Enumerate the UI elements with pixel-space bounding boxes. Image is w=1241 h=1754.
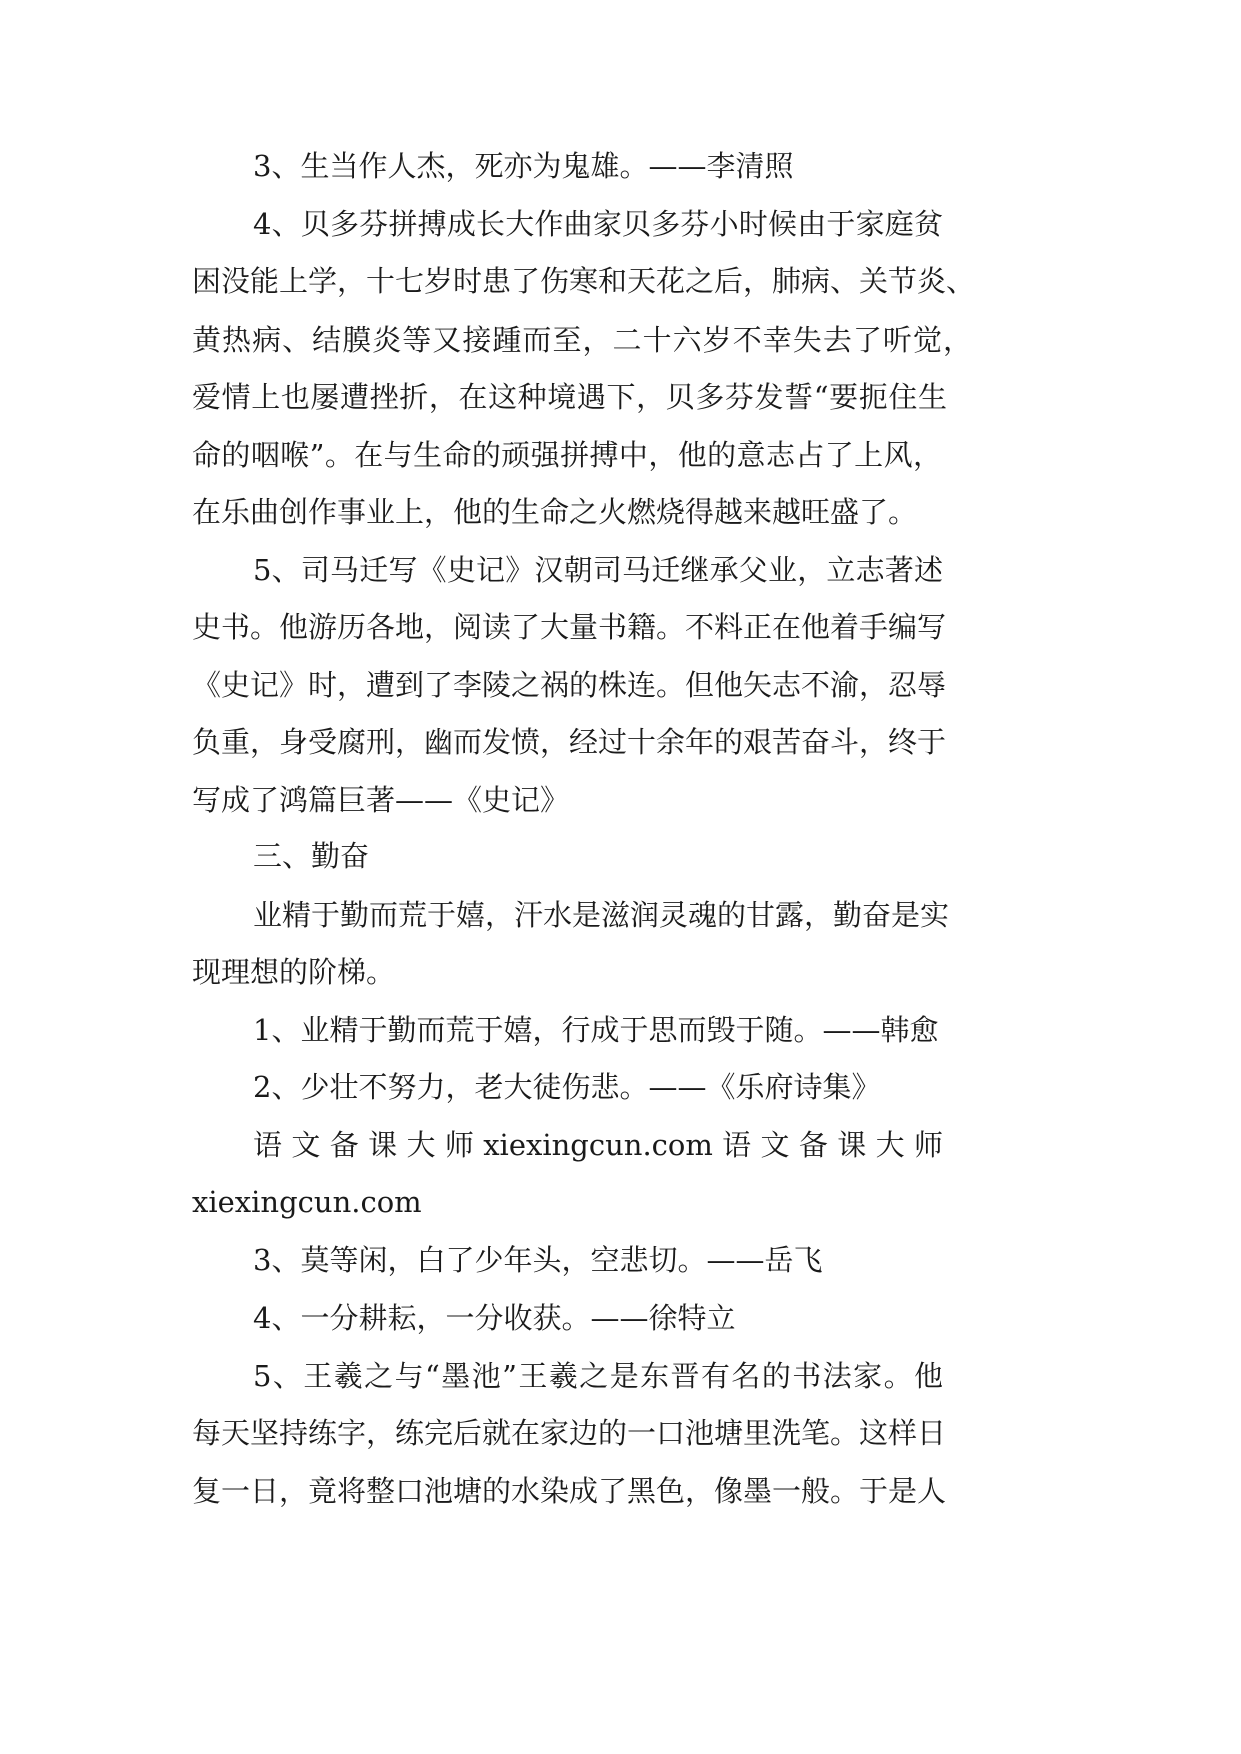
text-line: 现理想的阶梯。 (192, 955, 396, 989)
text-line: 4、贝多芬拼搏成长大作曲家贝多芬小时候由于家庭贫 (253, 207, 943, 241)
text-line: 业精于勤而荒于嬉，汗水是滋润灵魂的甘露，勤奋是实 (253, 898, 950, 932)
text-line: 3、生当作人杰，死亦为鬼雄。——李清照 (253, 149, 794, 183)
text-line: 在乐曲创作事业上，他的生命之火燃烧得越来越旺盛了。 (192, 495, 918, 529)
text-line: 写成了鸿篇巨著——《史记》 (192, 783, 570, 817)
text-line: 爱情上也屡遭挫折，在这种境遇下，贝多芬发誓“要扼住生 (192, 380, 947, 414)
text-line: 1、业精于勤而荒于嬉，行成于思而毁于随。——韩愈 (253, 1013, 939, 1047)
watermark-text-line: xiexingcun.com (192, 1185, 422, 1219)
text-line: 复一日，竟将整口池塘的水染成了黑色，像墨一般。于是人 (192, 1474, 947, 1508)
text-line: 每天坚持练字，练完后就在家边的一口池塘里洗笔。这样日 (192, 1416, 947, 1450)
watermark-text-line: 语 文 备 课 大 师 xiexingcun.com 语 文 备 课 大 师 (253, 1128, 943, 1162)
section-heading: 三、勤奋 (253, 839, 370, 873)
text-line: 2、少壮不努力，老大徒伤悲。——《乐府诗集》 (253, 1070, 881, 1104)
text-line: 4、一分耕耘，一分收获。——徐特立 (253, 1301, 736, 1335)
text-line: 黄热病、结膜炎等又接踵而至，二十六岁不幸失去了听觉， (192, 323, 972, 357)
text-line: 困没能上学，十七岁时患了伤寒和天花之后，肺病、关节炎、 (192, 264, 976, 298)
text-line: 命的咽喉”。在与生命的顽强拼搏中，他的意志占了上风， (192, 438, 942, 472)
text-line: 《史记》时，遭到了李陵之祸的株连。但他矢志不渝，忍辱 (192, 668, 947, 702)
text-line: 5、王羲之与“墨池”王羲之是东晋有名的书法家。他 (253, 1359, 943, 1393)
text-line: 史书。他游历各地，阅读了大量书籍。不料正在他着手编写 (192, 610, 947, 644)
text-line: 5、司马迁写《史记》汉朝司马迁继承父业，立志著述 (253, 553, 943, 587)
text-line: 负重，身受腐刑，幽而发愤，经过十余年的艰苦奋斗，终于 (192, 725, 947, 759)
text-line: 3、莫等闲，白了少年头，空悲切。——岳飞 (253, 1243, 823, 1277)
